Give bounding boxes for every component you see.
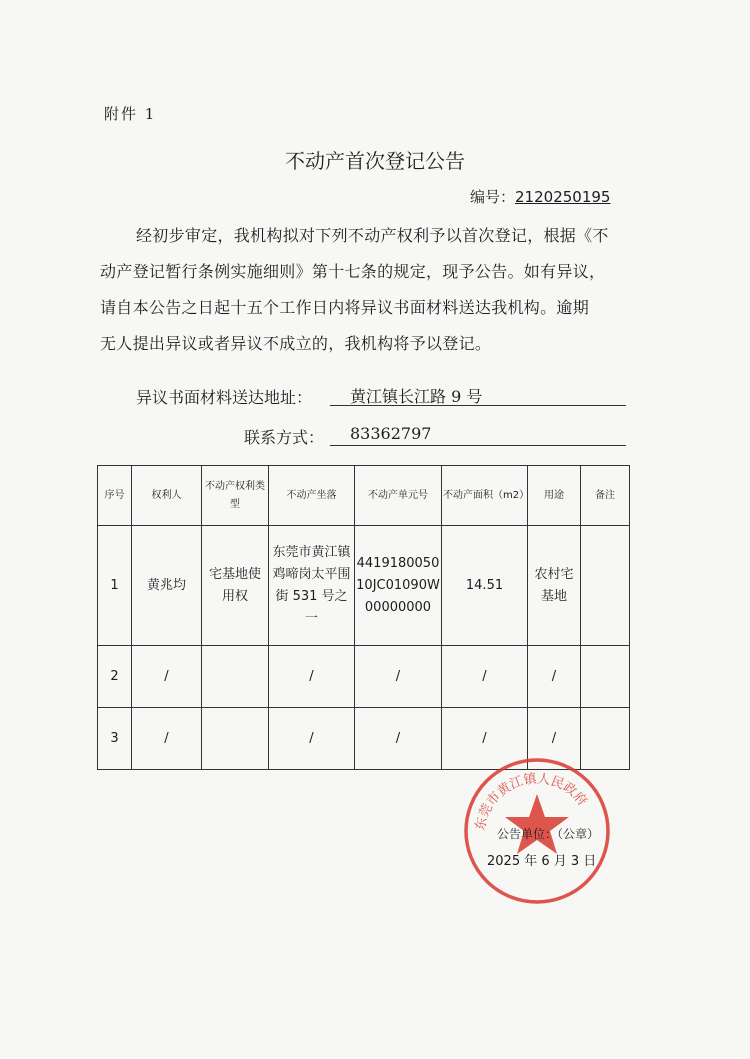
- cell-use: /: [528, 646, 581, 708]
- cell-area: /: [442, 646, 528, 708]
- cell-no: 3: [98, 708, 132, 770]
- serial-value: 2120250195: [515, 188, 611, 206]
- cell-right-type: [202, 708, 269, 770]
- table-header-row: [98, 466, 630, 526]
- contact-label: 联系方式：: [244, 428, 325, 447]
- page-title: 不动产首次登记公告: [285, 149, 465, 173]
- cell-note: [581, 526, 630, 646]
- cell-unit-no: /: [355, 646, 442, 708]
- cell-no: 1: [98, 526, 132, 646]
- table-row: [98, 646, 630, 708]
- cell-unit-no: /: [355, 708, 442, 770]
- address-label: 异议书面材料送达地址：: [136, 388, 313, 407]
- serial-number: [470, 186, 610, 207]
- cell-location: /: [269, 708, 355, 770]
- contact-value: 83362797: [330, 424, 626, 446]
- cell-location: /: [269, 646, 355, 708]
- cell-no: 2: [98, 646, 132, 708]
- col-header-no: 序号: [98, 466, 132, 526]
- body-line: 请自本公告之日起十五个工作日内将异议书面材料送达我机构。逾期: [100, 298, 590, 317]
- cell-area: /: [442, 708, 528, 770]
- body-line: 经初步审定，我机构拟对下列不动产权利予以首次登记，根据《不: [136, 226, 609, 245]
- cell-holder: /: [132, 646, 202, 708]
- issuer-label: 公告单位：（公章）: [497, 827, 600, 841]
- body-line: 无人提出异议或者异议不成立的，我机构将予以登记。: [100, 334, 492, 353]
- cell-note: [581, 646, 630, 708]
- cell-holder: /: [132, 708, 202, 770]
- seal-star: [505, 794, 569, 854]
- body-line: 动产登记暂行条例实施细则》第十七条的规定，现予公告。如有异议，: [100, 262, 606, 281]
- cell-right-type: 宅基地使用权: [202, 526, 269, 646]
- cell-unit-no: 441918005010JC01090W00000000: [355, 526, 442, 646]
- col-header-holder: 权利人: [132, 466, 202, 526]
- col-header-location: 不动产坐落: [269, 466, 355, 526]
- cell-use: /: [528, 708, 581, 770]
- cell-use: 农村宅基地: [528, 526, 581, 646]
- cell-area: 14.51: [442, 526, 528, 646]
- col-header-unit-no: 不动产单元号: [355, 466, 442, 526]
- col-header-area: 不动产面积（m2）: [442, 466, 528, 526]
- seal-text: 东莞市黄江镇人民政府: [473, 771, 590, 832]
- issue-date: 2025 年 6 月 3 日: [487, 854, 597, 869]
- table-row: [98, 526, 630, 646]
- registration-table: [97, 465, 630, 770]
- col-header-use: 用途: [528, 466, 581, 526]
- col-header-right-type: 不动产权利类型: [202, 466, 269, 526]
- notice-body: [100, 218, 634, 362]
- address-value: 黄江镇长江路 9 号: [330, 384, 626, 406]
- attachment-label: 附件 1: [104, 105, 157, 123]
- serial-label: 编号：: [470, 188, 516, 206]
- cell-location: 东莞市黄江镇鸡啼岗太平围街 531 号之一: [269, 526, 355, 646]
- col-header-note: 备注: [581, 466, 630, 526]
- cell-holder: 黄兆均: [132, 526, 202, 646]
- cell-right-type: [202, 646, 269, 708]
